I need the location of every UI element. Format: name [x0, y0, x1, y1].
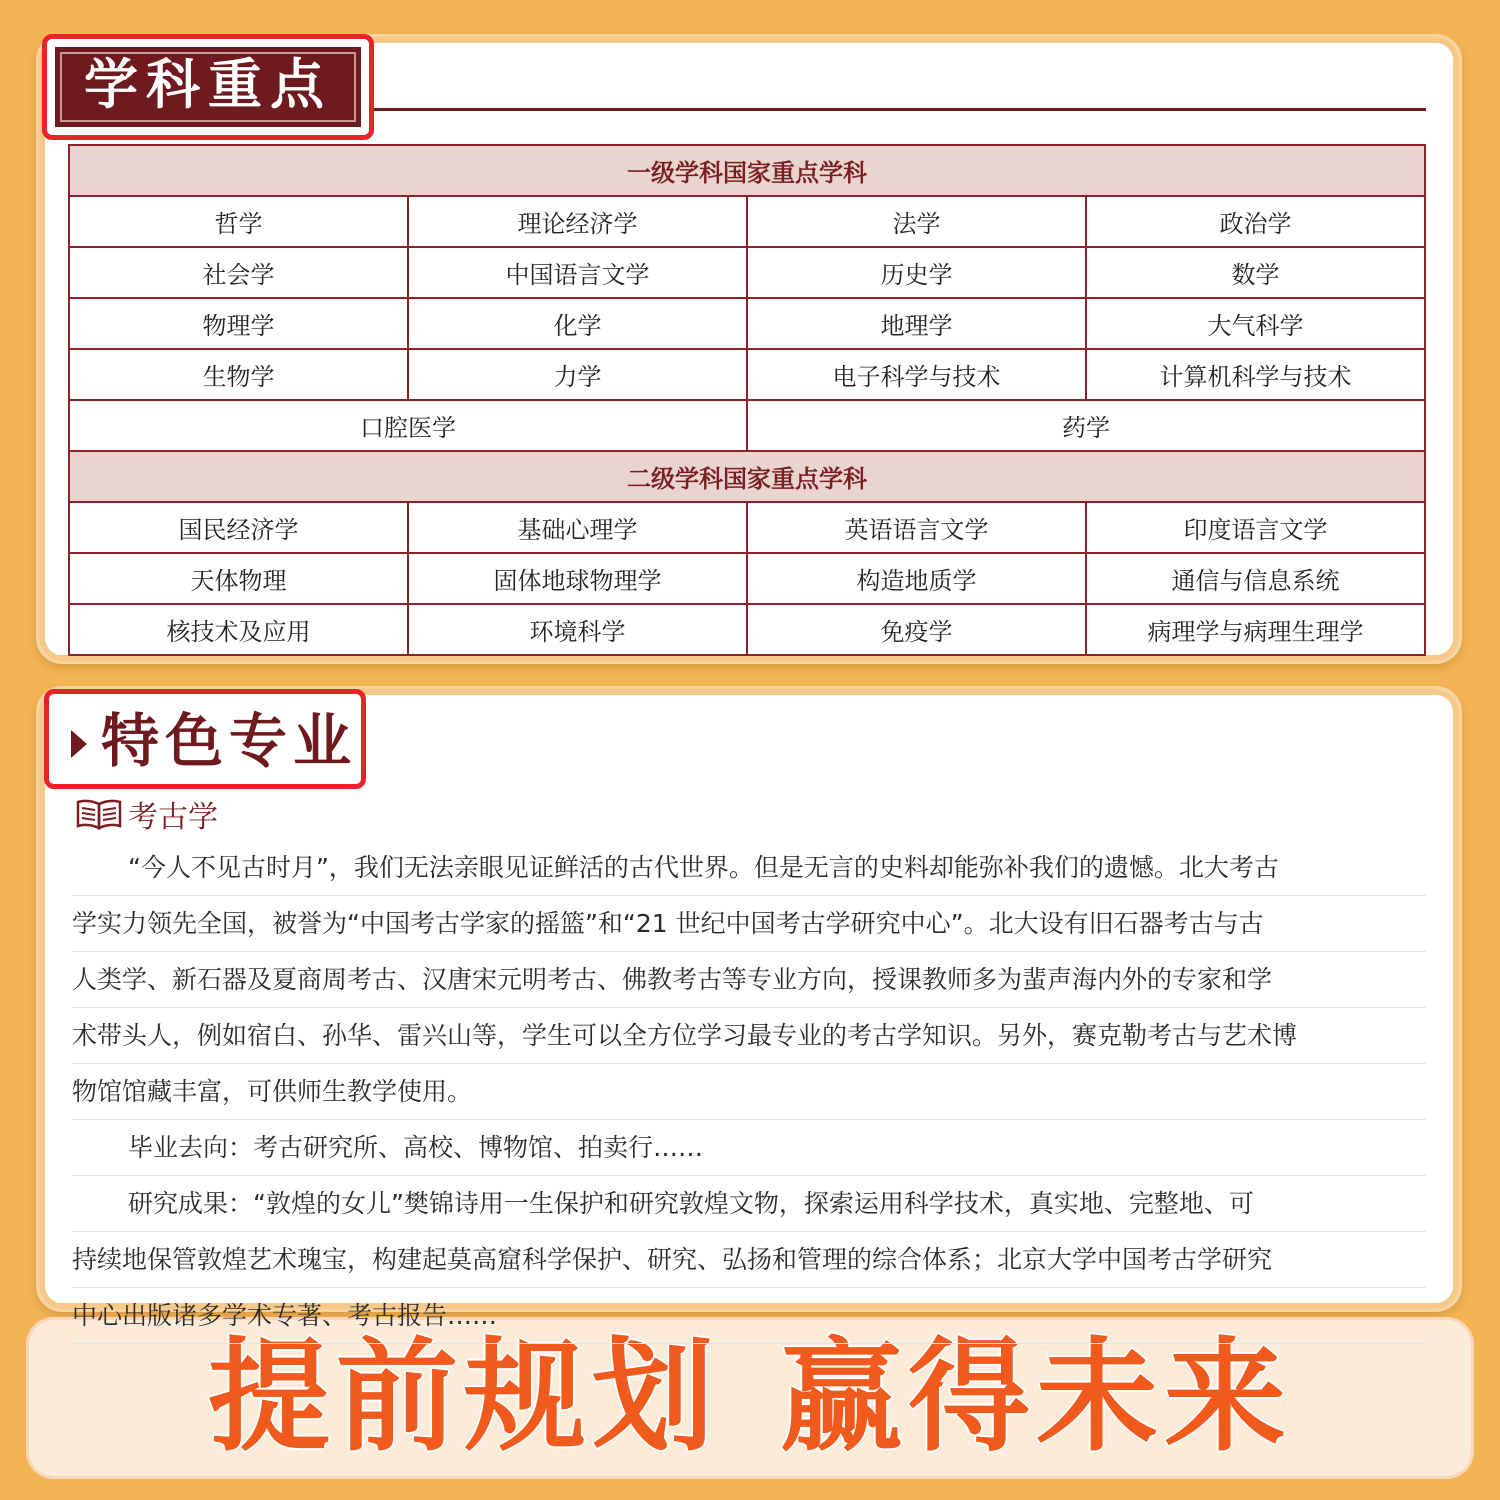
table-cell: 药学 [747, 400, 1425, 451]
table-cell: 化学 [408, 298, 747, 349]
subject-name: 考古学 [128, 800, 218, 835]
paragraph-line: 术带头人，例如宿白、孙华、雷兴山等，学生可以全方位学习最专业的考古学知识。另外，赛克勒考古与艺术博 [72, 1008, 1426, 1064]
play-arrow-icon [71, 730, 87, 758]
table-cell: 力学 [408, 349, 747, 400]
table-cell: 口腔医学 [69, 400, 747, 451]
paragraph-line: 学实力领先全国，被誉为“中国考古学家的摇篮”和“21 世纪中国考古学研究中心”。北大设有旧石器考古与古 [72, 896, 1426, 952]
table-row [69, 604, 1425, 655]
table-cell: 法学 [747, 196, 1086, 247]
table-row [69, 553, 1425, 604]
table-cell: 免疫学 [747, 604, 1086, 655]
paragraph-line: 毕业去向：考古研究所、高校、博物馆、拍卖行…… [72, 1120, 1426, 1176]
slogan-right: 赢得未来 [780, 1326, 1292, 1468]
featured-majors-tag [44, 689, 366, 789]
table-row [69, 247, 1425, 298]
paragraph-line: 人类学、新石器及夏商周考古、汉唐宋元明考古、佛教考古等专业方向，授课教师多为蜚声海内外的专家和学 [72, 952, 1426, 1008]
table-row [69, 502, 1425, 553]
table-cell: 政治学 [1086, 196, 1425, 247]
table-cell: 英语语言文学 [747, 502, 1086, 553]
disciplines-table-wrap [68, 144, 1428, 648]
key-disciplines-tag [42, 34, 374, 140]
paragraph-line: 持续地保管敦煌艺术瑰宝，构建起莫高窟科学保护、研究、弘扬和管理的综合体系；北京大学中国考古学研究 [72, 1232, 1426, 1288]
table-cell: 基础心理学 [408, 502, 747, 553]
paragraph-line: 物馆馆藏丰富，可供师生教学使用。 [72, 1064, 1426, 1120]
table-cell: 中国语言文学 [408, 247, 747, 298]
table-cell: 计算机科学与技术 [1086, 349, 1425, 400]
subject-heading [76, 792, 218, 836]
level1-heading: 一级学科国家重点学科 [69, 145, 1425, 196]
table-row [69, 349, 1425, 400]
table-cell: 通信与信息系统 [1086, 553, 1425, 604]
table-cell: 理论经济学 [408, 196, 747, 247]
table-cell: 历史学 [747, 247, 1086, 298]
major-description [72, 840, 1426, 1330]
table-cell: 哲学 [69, 196, 408, 247]
paragraph-line: 中心出版诸多学术专著、考古报告…… [72, 1288, 1426, 1344]
key-disciplines-title: 学科重点 [84, 52, 332, 116]
table-cell: 病理学与病理生理学 [1086, 604, 1425, 655]
table-cell: 电子科学与技术 [747, 349, 1086, 400]
table-cell: 国民经济学 [69, 502, 408, 553]
slogan-left: 提前规划 [208, 1326, 720, 1468]
table-cell: 核技术及应用 [69, 604, 408, 655]
table-cell: 固体地球物理学 [408, 553, 747, 604]
table-cell: 生物学 [69, 349, 408, 400]
paragraph-line: 研究成果：“敦煌的女儿”樊锦诗用一生保护和研究敦煌文物，探索运用科学技术，真实地、完整地、可 [72, 1176, 1426, 1232]
table-row [69, 298, 1425, 349]
book-icon [76, 798, 122, 830]
paragraph-line: “今人不见古时月”，我们无法亲眼见证鲜活的古代世界。但是无言的史料却能弥补我们的遗憾。北大考古 [72, 840, 1426, 896]
table-cell: 构造地质学 [747, 553, 1086, 604]
table-cell: 物理学 [69, 298, 408, 349]
table-row [69, 196, 1425, 247]
table-cell: 天体物理 [69, 553, 408, 604]
slogan-text [26, 1327, 1474, 1467]
table-cell: 大气科学 [1086, 298, 1425, 349]
table-cell: 地理学 [747, 298, 1086, 349]
table-cell: 数学 [1086, 247, 1425, 298]
featured-majors-title: 特色专业 [101, 707, 358, 775]
header-rule [374, 108, 1426, 111]
table-cell: 社会学 [69, 247, 408, 298]
table-row [69, 400, 1425, 451]
disciplines-table [68, 144, 1426, 656]
table-cell: 印度语言文学 [1086, 502, 1425, 553]
level2-heading: 二级学科国家重点学科 [69, 451, 1425, 502]
table-cell: 环境科学 [408, 604, 747, 655]
